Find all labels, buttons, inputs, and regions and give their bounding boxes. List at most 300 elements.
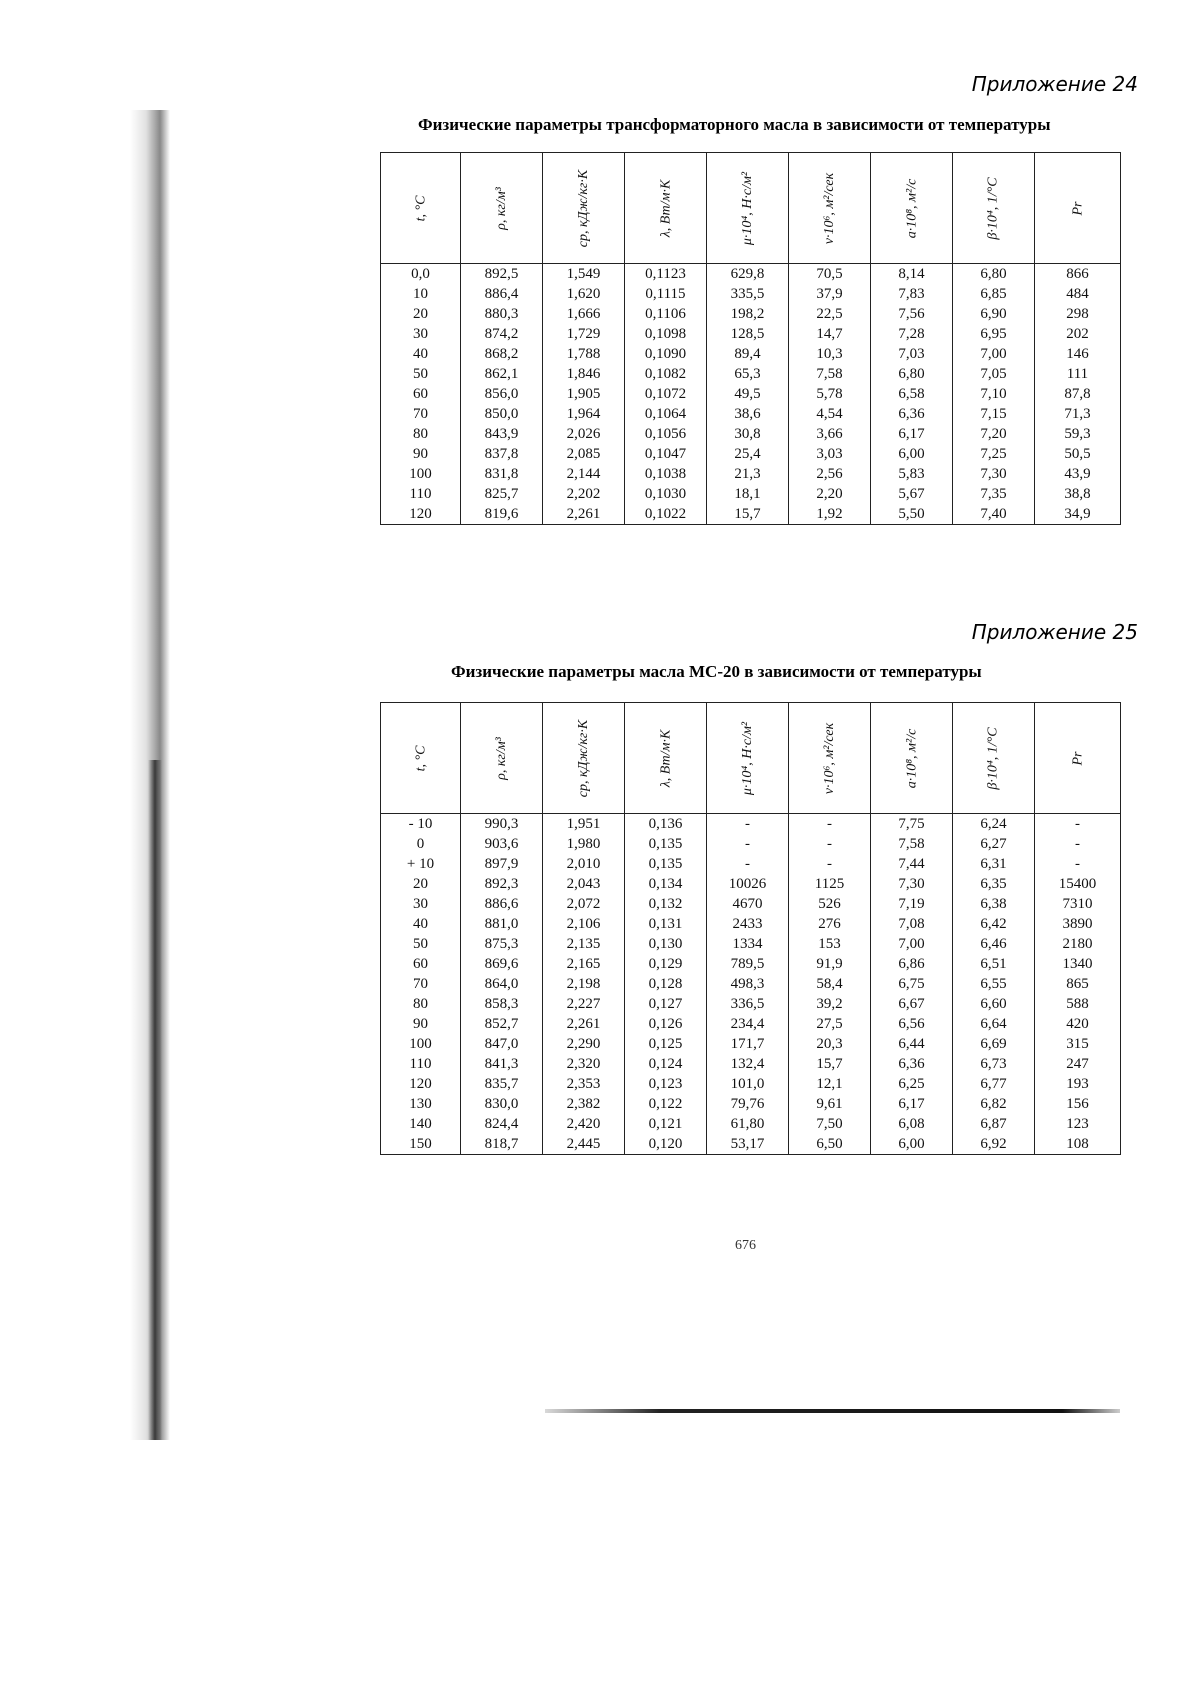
table-cell: + 10 [381, 854, 461, 874]
table-cell: 6,50 [789, 1134, 871, 1155]
table-row [381, 384, 1121, 404]
column-header [871, 153, 953, 264]
table-cell: 4,54 [789, 404, 871, 424]
table-row [381, 344, 1121, 364]
table-row [381, 954, 1121, 974]
table-cell: 0 [381, 834, 461, 854]
table-cell: 6,35 [953, 874, 1035, 894]
column-header-label: β·10⁴, 1/°С [985, 727, 1001, 790]
table-cell: 6,82 [953, 1094, 1035, 1114]
table-header-row [381, 153, 1121, 264]
table-cell: 25,4 [707, 444, 789, 464]
table-cell: 1,92 [789, 504, 871, 525]
table-cell: 868,2 [461, 344, 543, 364]
table-row [381, 834, 1121, 854]
table-cell: 7,19 [871, 894, 953, 914]
table-cell: 6,92 [953, 1134, 1035, 1155]
table-cell: 3890 [1035, 914, 1121, 934]
table-cell: 6,80 [871, 364, 953, 384]
page-number: 676 [735, 1238, 756, 1253]
table-cell: 2,144 [543, 464, 625, 484]
table-row [381, 324, 1121, 344]
table-cell: 2,290 [543, 1034, 625, 1054]
table-cell: 5,78 [789, 384, 871, 404]
table-cell: - [707, 854, 789, 874]
table-cell: 6,36 [871, 1054, 953, 1074]
table-cell: 22,5 [789, 304, 871, 324]
table-cell: 6,58 [871, 384, 953, 404]
table-cell: 837,8 [461, 444, 543, 464]
table-cell: 0,123 [625, 1074, 707, 1094]
table-cell: 0,125 [625, 1034, 707, 1054]
table-cell: 58,4 [789, 974, 871, 994]
table-24 [380, 152, 1121, 525]
table-cell: 79,76 [707, 1094, 789, 1114]
table-cell: 61,80 [707, 1114, 789, 1134]
table-cell: 30,8 [707, 424, 789, 444]
table-cell: 7,15 [953, 404, 1035, 424]
table-cell: 0,132 [625, 894, 707, 914]
table-cell: 0,127 [625, 994, 707, 1014]
table-cell: 0,1022 [625, 504, 707, 525]
column-header-label: ρ, кг/м³ [493, 187, 509, 230]
table-cell: 336,5 [707, 994, 789, 1014]
table-cell: 0,1038 [625, 464, 707, 484]
table-cell: 2,261 [543, 504, 625, 525]
table-cell: 6,60 [953, 994, 1035, 1014]
table-cell: 1,905 [543, 384, 625, 404]
table-cell: 315 [1035, 1034, 1121, 1054]
table-cell: 123 [1035, 1114, 1121, 1134]
table-cell: 892,5 [461, 264, 543, 285]
table-cell: 2,043 [543, 874, 625, 894]
table-cell: 6,87 [953, 1114, 1035, 1134]
table-cell: 6,00 [871, 1134, 953, 1155]
table-cell: 101,0 [707, 1074, 789, 1094]
table-row [381, 1014, 1121, 1034]
table-cell: 835,7 [461, 1074, 543, 1094]
table-cell: 39,2 [789, 994, 871, 1014]
table-cell: 0,1090 [625, 344, 707, 364]
table-cell: 38,8 [1035, 484, 1121, 504]
table-cell: 0,126 [625, 1014, 707, 1034]
table-row [381, 404, 1121, 424]
table-cell: 6,17 [871, 1094, 953, 1114]
table-cell: 50 [381, 934, 461, 954]
table-cell: 87,8 [1035, 384, 1121, 404]
table-cell: 6,90 [953, 304, 1035, 324]
column-header [381, 153, 461, 264]
table-cell: 0,136 [625, 814, 707, 835]
table-cell: 7,50 [789, 1114, 871, 1134]
table-cell: 847,0 [461, 1034, 543, 1054]
table-row [381, 504, 1121, 525]
table-cell: 7310 [1035, 894, 1121, 914]
column-header [1035, 153, 1121, 264]
table-cell: 30 [381, 324, 461, 344]
table-cell: 130 [381, 1094, 461, 1114]
column-header [543, 153, 625, 264]
table-cell: 198,2 [707, 304, 789, 324]
table-row [381, 1074, 1121, 1094]
table-cell: - [707, 814, 789, 835]
table-cell: 858,3 [461, 994, 543, 1014]
table-cell: 6,56 [871, 1014, 953, 1034]
table-row [381, 424, 1121, 444]
table-cell: 841,3 [461, 1054, 543, 1074]
table-cell: 0,124 [625, 1054, 707, 1074]
table-cell: 852,7 [461, 1014, 543, 1034]
table-cell: 420 [1035, 1014, 1121, 1034]
table-cell: 6,44 [871, 1034, 953, 1054]
table-cell: 10 [381, 284, 461, 304]
column-header-label: cp, кДж/кг·К [575, 169, 591, 248]
table-cell: 0,122 [625, 1094, 707, 1114]
table-cell: 100 [381, 1034, 461, 1054]
table-cell: 2,227 [543, 994, 625, 1014]
table-row [381, 264, 1121, 285]
table-cell: 80 [381, 994, 461, 1014]
table-cell: 146 [1035, 344, 1121, 364]
table-cell: 0,1064 [625, 404, 707, 424]
table-cell: 0,134 [625, 874, 707, 894]
table-cell: 30 [381, 894, 461, 914]
column-header [789, 153, 871, 264]
table-cell: 50,5 [1035, 444, 1121, 464]
table-cell: 110 [381, 484, 461, 504]
table-cell: 0,135 [625, 834, 707, 854]
table-cell: 1,666 [543, 304, 625, 324]
table-cell: 2,202 [543, 484, 625, 504]
table-cell: 825,7 [461, 484, 543, 504]
table-cell: 6,31 [953, 854, 1035, 874]
column-header-label: a·10⁸, м²/с [903, 728, 919, 789]
table-cell: 6,67 [871, 994, 953, 1014]
table-cell: 2433 [707, 914, 789, 934]
table-cell: 70 [381, 974, 461, 994]
table-cell: 5,83 [871, 464, 953, 484]
table-25 [380, 702, 1121, 1155]
table-cell: 15400 [1035, 874, 1121, 894]
table-row [381, 364, 1121, 384]
table-cell: 27,5 [789, 1014, 871, 1034]
table-cell: 0,1082 [625, 364, 707, 384]
table-cell: 10,3 [789, 344, 871, 364]
table-cell: 21,3 [707, 464, 789, 484]
table-cell: 819,6 [461, 504, 543, 525]
table-cell: 7,58 [789, 364, 871, 384]
table-cell: 59,3 [1035, 424, 1121, 444]
table-row [381, 1094, 1121, 1114]
column-header-label: λ, Вт/м·К [658, 729, 673, 788]
table-row [381, 1114, 1121, 1134]
table-cell: 6,24 [953, 814, 1035, 835]
table-row [381, 914, 1121, 934]
table-cell: 2,072 [543, 894, 625, 914]
table-cell: 90 [381, 444, 461, 464]
table-row [381, 994, 1121, 1014]
table-cell: 1334 [707, 934, 789, 954]
table-cell: 1,951 [543, 814, 625, 835]
table-cell: 120 [381, 504, 461, 525]
table-cell: 7,30 [953, 464, 1035, 484]
column-header-label: a·10⁸, м²/с [903, 178, 919, 239]
table-cell: 202 [1035, 324, 1121, 344]
table-cell: 7,00 [953, 344, 1035, 364]
table-cell: 3,03 [789, 444, 871, 464]
table-cell: 2,382 [543, 1094, 625, 1114]
table-cell: 1,729 [543, 324, 625, 344]
table-row [381, 974, 1121, 994]
table-cell: 6,55 [953, 974, 1035, 994]
table-cell: 150 [381, 1134, 461, 1155]
table-cell: - [789, 834, 871, 854]
column-header-label: β·10⁴, 1/°С [985, 177, 1001, 240]
table-cell: 34,9 [1035, 504, 1121, 525]
table-cell: 0,121 [625, 1114, 707, 1134]
column-header-label: Pr [1070, 201, 1085, 216]
table-row [381, 1134, 1121, 1155]
table-cell: 1,620 [543, 284, 625, 304]
table-cell: 193 [1035, 1074, 1121, 1094]
table-cell: 990,3 [461, 814, 543, 835]
column-header [1035, 703, 1121, 814]
column-header-label: μ·10⁴, Н·с/м² [740, 171, 755, 246]
table-cell: 14,7 [789, 324, 871, 344]
table-cell: 6,00 [871, 444, 953, 464]
table-cell: 18,1 [707, 484, 789, 504]
table-cell: 40 [381, 914, 461, 934]
table-cell: 20 [381, 304, 461, 324]
table-cell: 7,56 [871, 304, 953, 324]
table-cell: 120 [381, 1074, 461, 1094]
table-cell: 37,9 [789, 284, 871, 304]
table-cell: 866 [1035, 264, 1121, 285]
table-cell: 6,27 [953, 834, 1035, 854]
table-cell: 7,10 [953, 384, 1035, 404]
table-cell: 5,50 [871, 504, 953, 525]
column-header-label: ν·10⁶, м²/сек [822, 172, 837, 245]
table-cell: 0,1047 [625, 444, 707, 464]
table-cell: 7,00 [871, 934, 953, 954]
table-cell: 1,846 [543, 364, 625, 384]
table-cell: 7,03 [871, 344, 953, 364]
table-cell: 6,80 [953, 264, 1035, 285]
table-25-title: Физические параметры масла МС-20 в зависимости от температуры [451, 662, 982, 681]
table-cell: 38,6 [707, 404, 789, 424]
table-cell: 0,128 [625, 974, 707, 994]
table-cell: 2,198 [543, 974, 625, 994]
table-cell: 881,0 [461, 914, 543, 934]
table-cell: 2,010 [543, 854, 625, 874]
table-cell: 6,95 [953, 324, 1035, 344]
table-cell: 171,7 [707, 1034, 789, 1054]
table-cell: 0,1098 [625, 324, 707, 344]
table-cell: 60 [381, 954, 461, 974]
table-cell: 1125 [789, 874, 871, 894]
table-cell: 335,5 [707, 284, 789, 304]
table-cell: 89,4 [707, 344, 789, 364]
table-cell: 874,2 [461, 324, 543, 344]
table-cell: 128,5 [707, 324, 789, 344]
table-cell: 6,85 [953, 284, 1035, 304]
table-row [381, 894, 1121, 914]
table-cell: 110 [381, 1054, 461, 1074]
column-header [461, 703, 543, 814]
table-cell: 892,3 [461, 874, 543, 894]
table-cell: 2,261 [543, 1014, 625, 1034]
table-cell: 0,1123 [625, 264, 707, 285]
table-cell: 156 [1035, 1094, 1121, 1114]
table-cell: 80 [381, 424, 461, 444]
table-cell: 0,1106 [625, 304, 707, 324]
table-cell: 0,1072 [625, 384, 707, 404]
table-cell: 7,83 [871, 284, 953, 304]
table-cell: 831,8 [461, 464, 543, 484]
table-cell: 0,120 [625, 1134, 707, 1155]
table-cell: 0,1030 [625, 484, 707, 504]
table-cell: 856,0 [461, 384, 543, 404]
scan-binding-edge [148, 760, 162, 1440]
table-row [381, 444, 1121, 464]
column-header [789, 703, 871, 814]
table-cell: - 10 [381, 814, 461, 835]
table-cell: 108 [1035, 1134, 1121, 1155]
table-cell: 50 [381, 364, 461, 384]
table-cell: 6,08 [871, 1114, 953, 1134]
table-cell: 247 [1035, 1054, 1121, 1074]
table-cell: 100 [381, 464, 461, 484]
table-cell: 6,36 [871, 404, 953, 424]
table-cell: - [789, 814, 871, 835]
table-cell: 6,51 [953, 954, 1035, 974]
column-header-label: Pr [1070, 751, 1085, 766]
table-cell: 7,30 [871, 874, 953, 894]
table-cell: 6,77 [953, 1074, 1035, 1094]
table-cell: 9,61 [789, 1094, 871, 1114]
table-cell: 6,46 [953, 934, 1035, 954]
table-cell: 43,9 [1035, 464, 1121, 484]
table-cell: 2,56 [789, 464, 871, 484]
table-cell: 789,5 [707, 954, 789, 974]
table-cell: 864,0 [461, 974, 543, 994]
table-cell: 6,25 [871, 1074, 953, 1094]
table-cell: 90 [381, 1014, 461, 1034]
column-header [707, 703, 789, 814]
table-cell: 886,4 [461, 284, 543, 304]
table-cell: 91,9 [789, 954, 871, 974]
table-24-title: Физические параметры трансформаторного масла в зависимости от температуры [418, 115, 1051, 134]
table-cell: 7,75 [871, 814, 953, 835]
table-cell: 0,130 [625, 934, 707, 954]
table-cell: 629,8 [707, 264, 789, 285]
table-cell: 830,0 [461, 1094, 543, 1114]
table-cell: 2,420 [543, 1114, 625, 1134]
column-header [707, 153, 789, 264]
table-cell: 843,9 [461, 424, 543, 444]
column-header [543, 703, 625, 814]
table-header-row [381, 703, 1121, 814]
table-cell: 140 [381, 1114, 461, 1134]
table-cell: 875,3 [461, 934, 543, 954]
table-row [381, 284, 1121, 304]
table-cell: 0,131 [625, 914, 707, 934]
column-header [625, 703, 707, 814]
table-cell: 132,4 [707, 1054, 789, 1074]
table-cell: 6,64 [953, 1014, 1035, 1034]
table-cell: 10026 [707, 874, 789, 894]
column-header-label: λ, Вт/м·К [658, 179, 673, 238]
table-cell: 15,7 [707, 504, 789, 525]
table-cell: 276 [789, 914, 871, 934]
table-cell: 111 [1035, 364, 1121, 384]
column-header-label: t, °C [412, 745, 428, 772]
table-cell: 1,788 [543, 344, 625, 364]
table-cell: - [1035, 814, 1121, 835]
table-cell: 20 [381, 874, 461, 894]
table-cell: - [1035, 854, 1121, 874]
column-header-label: ν·10⁶, м²/сек [822, 722, 837, 795]
table-cell: - [707, 834, 789, 854]
table-cell: 6,38 [953, 894, 1035, 914]
table-cell: 20,3 [789, 1034, 871, 1054]
column-header-label: μ·10⁴, Н·с/м² [740, 721, 755, 796]
table-cell: 6,42 [953, 914, 1035, 934]
column-header [381, 703, 461, 814]
table-row [381, 1054, 1121, 1074]
table-cell: 65,3 [707, 364, 789, 384]
table-cell: 2,085 [543, 444, 625, 464]
table-cell: 60 [381, 384, 461, 404]
column-header [953, 153, 1035, 264]
table-cell: 53,17 [707, 1134, 789, 1155]
table-cell: 70,5 [789, 264, 871, 285]
table-row [381, 484, 1121, 504]
column-header [461, 153, 543, 264]
table-cell: 70 [381, 404, 461, 424]
table-cell: 0,1115 [625, 284, 707, 304]
table-cell: 0,135 [625, 854, 707, 874]
table-cell: 484 [1035, 284, 1121, 304]
appendix-24-label: Приложение 24 [971, 72, 1138, 96]
table-cell: 2,445 [543, 1134, 625, 1155]
table-row [381, 854, 1121, 874]
table-cell: 862,1 [461, 364, 543, 384]
table-cell: 7,08 [871, 914, 953, 934]
table-cell: 1340 [1035, 954, 1121, 974]
table-row [381, 1034, 1121, 1054]
table-cell: - [1035, 834, 1121, 854]
table-cell: 2,106 [543, 914, 625, 934]
table-cell: 6,73 [953, 1054, 1035, 1074]
table-row [381, 304, 1121, 324]
table-cell: 40 [381, 344, 461, 364]
table-cell: 7,20 [953, 424, 1035, 444]
table-cell: 0,0 [381, 264, 461, 285]
table-cell: 865 [1035, 974, 1121, 994]
table-row [381, 874, 1121, 894]
table-cell: 4670 [707, 894, 789, 914]
table-cell: 850,0 [461, 404, 543, 424]
table-cell: 0,129 [625, 954, 707, 974]
table-cell: 3,66 [789, 424, 871, 444]
column-header-label: cp, кДж/кг·К [575, 719, 591, 798]
table-cell: 6,17 [871, 424, 953, 444]
table-cell: 2,026 [543, 424, 625, 444]
bottom-rule [545, 1409, 1120, 1413]
table-cell: 498,3 [707, 974, 789, 994]
table-cell: 7,05 [953, 364, 1035, 384]
